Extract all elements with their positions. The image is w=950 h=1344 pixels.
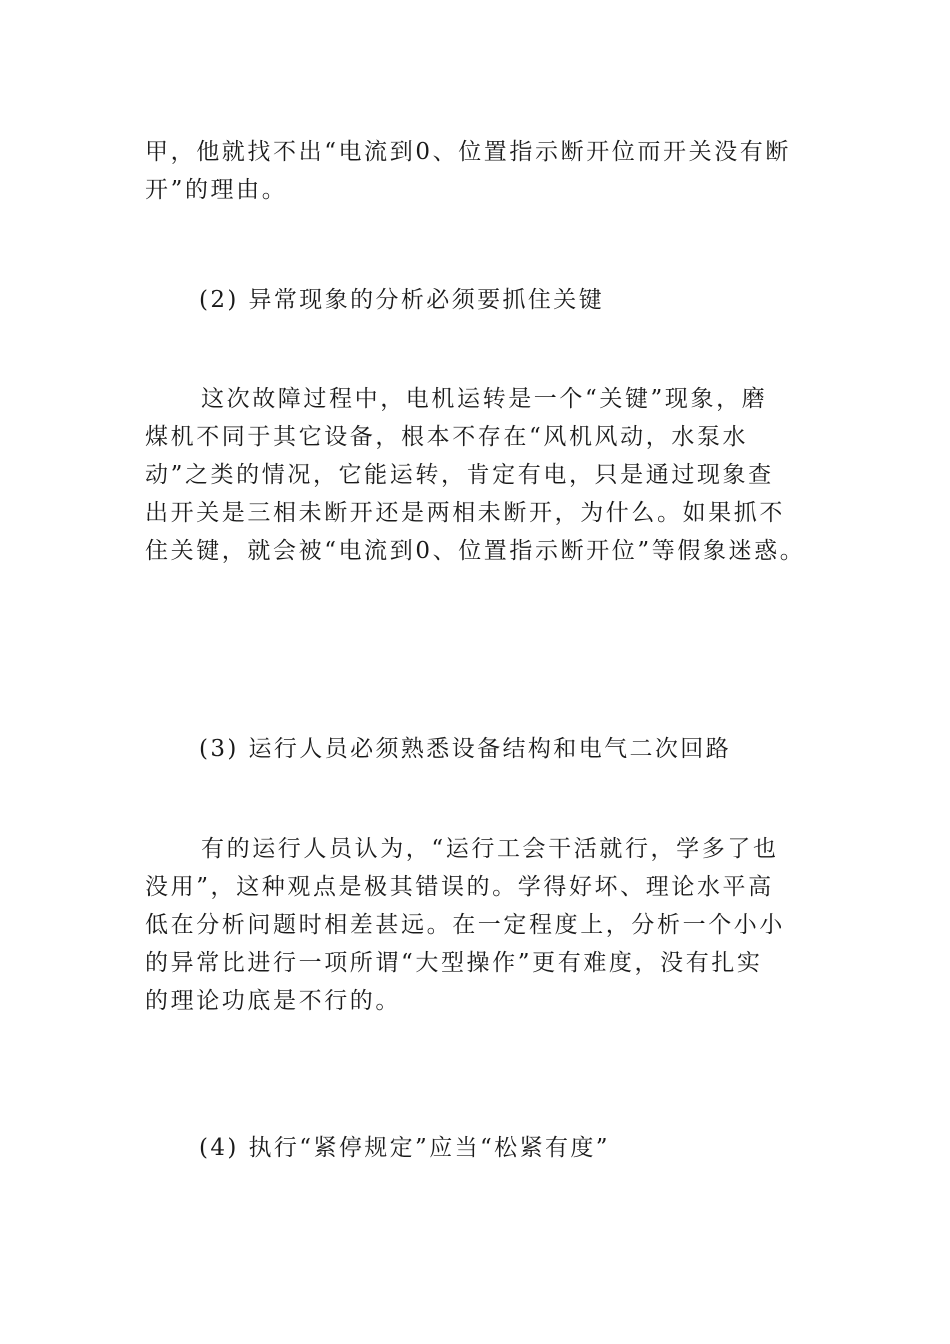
paragraph-3-line-2: 没用”，这种观点是极其错误的。学得好坏、理论水平高 bbox=[145, 874, 774, 900]
paragraph-3-line-1: 有的运行人员认为，“运行工会干活就行，学多了也 bbox=[201, 836, 779, 862]
paragraph-2 bbox=[145, 380, 815, 570]
paragraph-1 bbox=[145, 133, 815, 209]
paragraph-3-line-5: 的理论功底是不行的。 bbox=[145, 988, 401, 1014]
paragraph-3-line-3: 低在分析问题时相差甚远。在一定程度上，分析一个小小 bbox=[145, 912, 785, 938]
paragraph-2-line-2: 煤机不同于其它设备，根本不存在“风机风动，水泵水 bbox=[145, 424, 749, 450]
paragraph-2-line-1: 这次故障过程中，电机运转是一个“关键”现象，磨 bbox=[201, 386, 768, 412]
section-heading-3: (3) 运行人员必须熟悉设备结构和电气二次回路 bbox=[199, 736, 732, 762]
section-heading-2: (2) 异常现象的分析必须要抓住关键 bbox=[199, 287, 605, 313]
paragraph-2-line-3: 动”之类的情况，它能运转，肯定有电，只是通过现象查 bbox=[145, 462, 774, 488]
section-heading-4: (4) 执行“紧停规定”应当“松紧有度” bbox=[199, 1135, 610, 1161]
paragraph-2-line-4: 出开关是三相未断开还是两相未断开，为什么。如果抓不 bbox=[145, 500, 785, 526]
paragraph-3-line-4: 的异常比进行一项所谓“大型操作”更有难度，没有扎实 bbox=[145, 950, 763, 976]
paragraph-3 bbox=[145, 830, 815, 1020]
paragraph-1-line-1: 甲，他就找不出“电流到0、位置指示断开位而开关没有断 bbox=[145, 139, 791, 165]
paragraph-2-line-5: 住关键，就会被“电流到0、位置指示断开位”等假象迷惑。 bbox=[145, 538, 806, 564]
paragraph-1-line-2: 开”的理由。 bbox=[145, 177, 288, 203]
